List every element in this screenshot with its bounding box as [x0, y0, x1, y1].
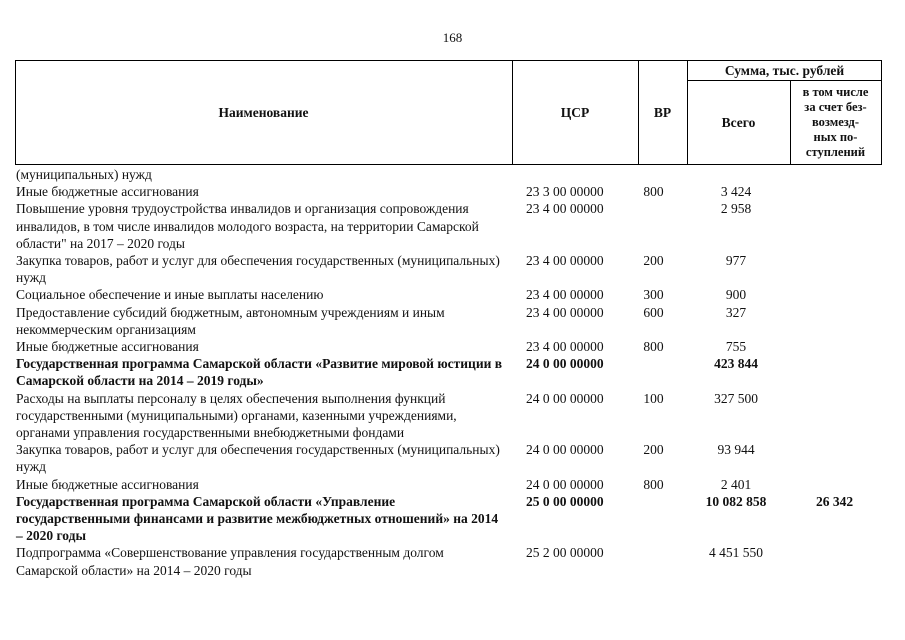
cell-vr — [626, 200, 681, 252]
cell-free: 26 342 — [815, 493, 854, 509]
cell-csr: 23 4 00 00000 — [526, 253, 604, 269]
cell-vr: 300 — [643, 287, 664, 303]
cell-name: Повышение уровня трудоустройства инвалидов и организация сопровождения инвалидов, в том числе инвалидов молодого возраста, на территории Самарской области" на 2017 – 2020 годы — [16, 201, 479, 251]
cell-name: Иные бюджетные ассигнования — [16, 476, 199, 492]
cell-free — [791, 390, 878, 442]
table-row — [15, 476, 882, 493]
cell-free — [791, 183, 878, 200]
cell-vr: 200 — [643, 253, 664, 269]
cell-csr: 23 4 00 00000 — [526, 201, 604, 217]
table-row — [15, 183, 882, 200]
cell-name: Расходы на выплаты персоналу в целях обеспечения выполнения функций государственными (муниципальными) органами, казенными учреждениями, органами управления государственными внебюджетными фондами — [16, 390, 457, 441]
cell-vr: 100 — [643, 390, 664, 406]
header-free-line-5: ступлений — [805, 145, 866, 159]
header-vr: ВР — [653, 105, 672, 120]
header-free-line-4: ных по- — [813, 130, 858, 144]
cell-csr: 24 0 00 00000 — [526, 476, 604, 492]
cell-vr: 800 — [643, 476, 664, 492]
header-total: Всего — [721, 115, 756, 130]
cell-vr — [626, 493, 681, 545]
cell-vr — [626, 166, 681, 183]
cell-total: 2 958 — [720, 201, 752, 217]
table-row — [15, 338, 882, 355]
cell-csr: 25 2 00 00000 — [526, 545, 604, 561]
cell-free — [791, 200, 878, 252]
cell-csr: 24 0 00 00000 — [526, 390, 604, 406]
table-row — [15, 441, 882, 475]
cell-csr: 24 0 00 00000 — [526, 442, 604, 458]
table-row — [15, 252, 882, 286]
header-name: Наименование — [218, 105, 309, 120]
cell-csr: 23 4 00 00000 — [526, 287, 604, 303]
cell-name: Подпрограмма «Совершенствование управления государственным долгом Самарской области» на 2014 – 2020 годы — [16, 545, 444, 578]
table-row — [15, 166, 882, 183]
cell-name: Иные бюджетные ассигнования — [16, 339, 199, 355]
cell-name: Государственная программа Самарской области «Управление государственными финансами и развитие межбюджетных отношений» на 2014 – 2020 годы — [16, 493, 499, 544]
cell-name: (муниципальных) нужд — [16, 167, 152, 182]
table-row — [15, 286, 882, 303]
cell-name: Предоставление субсидий бюджетным, автономным учреждениям и иным некоммерческим организациям — [16, 304, 445, 337]
cell-csr: 23 4 00 00000 — [526, 304, 604, 320]
cell-total: 755 — [725, 339, 747, 355]
table-row — [15, 304, 882, 338]
table-row — [15, 544, 882, 578]
cell-total — [681, 166, 791, 183]
cell-total: 10 082 858 — [705, 493, 767, 509]
cell-name: Закупка товаров, работ и услуг для обеспечения государственных (муниципальных) нужд — [16, 442, 500, 475]
header-free-line-1: в том числе — [802, 85, 869, 99]
cell-free — [791, 476, 878, 493]
cell-free — [791, 441, 878, 475]
cell-total: 327 500 — [714, 390, 758, 406]
table-header — [15, 60, 882, 165]
cell-free — [791, 544, 878, 578]
cell-total: 977 — [725, 253, 747, 269]
cell-csr: 23 4 00 00000 — [526, 339, 604, 355]
table-body — [15, 166, 882, 579]
header-free-receipts — [790, 80, 881, 165]
header-free-line-3: возмезд- — [811, 115, 860, 129]
cell-total: 4 451 550 — [709, 545, 763, 561]
cell-free — [791, 338, 878, 355]
cell-total: 3 424 — [720, 184, 752, 200]
cell-csr: 24 0 00 00000 — [526, 356, 604, 372]
cell-name: Закупка товаров, работ и услуг для обеспечения государственных (муниципальных) нужд — [16, 253, 500, 286]
cell-vr — [626, 355, 681, 389]
cell-free — [791, 252, 878, 286]
cell-csr: 25 0 00 00000 — [526, 493, 604, 509]
cell-name: Социальное обеспечение и иные выплаты населению — [16, 287, 324, 303]
cell-vr: 600 — [643, 304, 664, 320]
header-sum-group: Сумма, тыс. рублей — [724, 62, 845, 78]
cell-free — [791, 355, 878, 389]
cell-csr: 23 3 00 00000 — [526, 184, 604, 200]
cell-name: Иные бюджетные ассигнования — [16, 184, 199, 200]
table-row — [15, 493, 882, 545]
cell-total: 2 401 — [720, 476, 752, 492]
cell-free — [791, 166, 878, 183]
cell-total: 93 944 — [717, 442, 755, 458]
table-row — [15, 355, 882, 389]
page-number: 168 — [442, 30, 463, 45]
cell-free — [791, 286, 878, 303]
cell-vr: 800 — [643, 184, 664, 200]
cell-csr — [506, 166, 626, 183]
cell-vr — [626, 544, 681, 578]
table-row — [15, 200, 882, 252]
cell-total: 327 — [725, 304, 747, 320]
table-row — [15, 390, 882, 442]
cell-name: Государственная программа Самарской области «Развитие мировой юстиции в Самарской области на 2014 – 2019 годы» — [16, 356, 503, 389]
header-free-line-2: за счет без- — [804, 100, 867, 114]
cell-vr: 800 — [643, 339, 664, 355]
cell-free — [791, 304, 878, 338]
header-csr: ЦСР — [560, 105, 590, 120]
cell-vr: 200 — [643, 442, 664, 458]
cell-total: 900 — [725, 287, 747, 303]
cell-total: 423 844 — [714, 356, 758, 372]
